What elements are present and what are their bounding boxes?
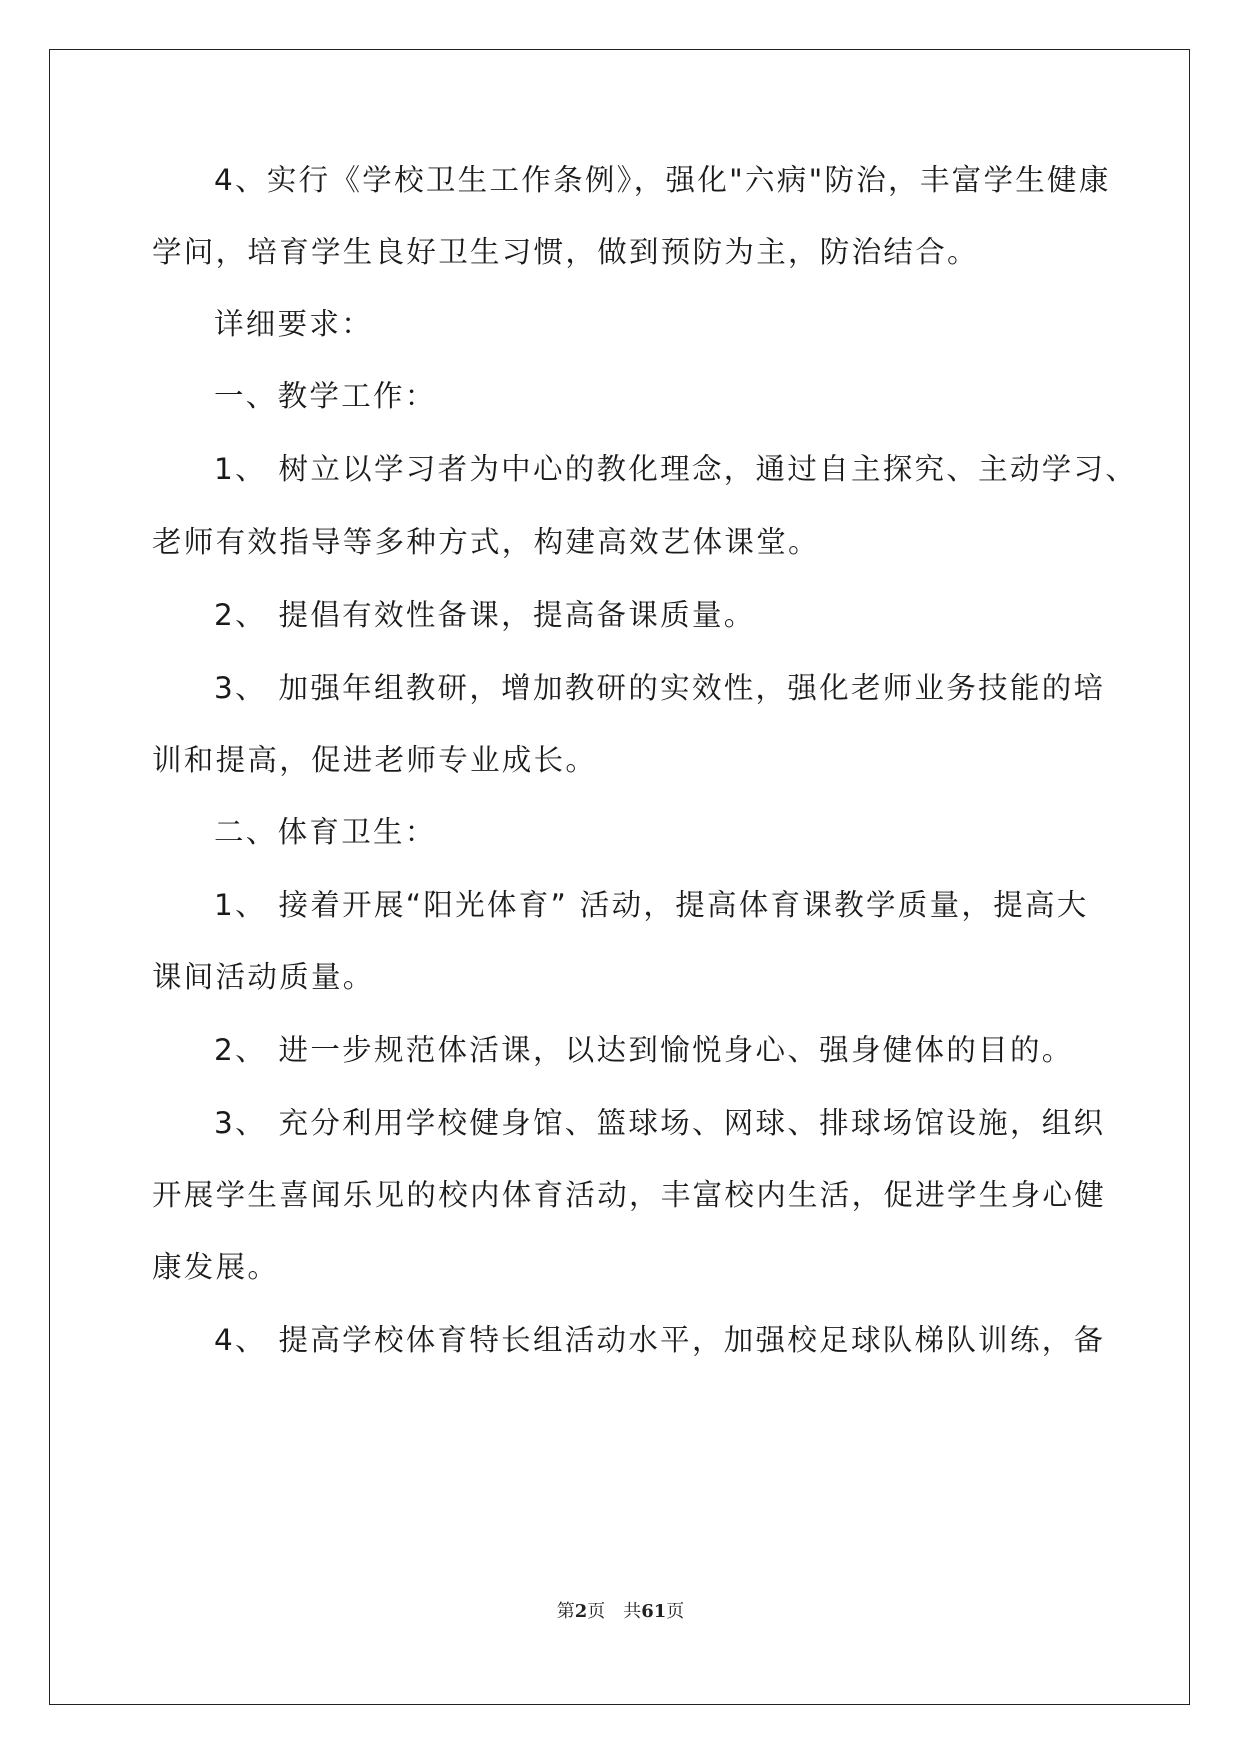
text-line: 4、 提高学校体育特长组活动水平，加强校足球队梯队训练，备 (214, 1323, 1106, 1357)
text-line: 1、 接着开展“阳光体育” 活动，提高体育课教学质量，提高大 (214, 888, 1089, 922)
text-line: 2、 提倡有效性备课，提高备课质量。 (214, 598, 756, 632)
page-border (49, 49, 1190, 1705)
text-line: 学问，培育学生良好卫生习惯，做到预防为主，防治结合。 (152, 235, 979, 269)
section-heading: 二、体育卫生： (214, 815, 437, 849)
text-line: 详细要求： (214, 307, 374, 341)
page-number: 2 (574, 1601, 588, 1622)
text-line: 4、实行《学校卫生工作条例》，强化"六病"防治，丰富学生健康 (214, 163, 1111, 197)
section-heading: 一、教学工作： (214, 379, 437, 413)
page-footer (0, 1600, 1241, 1624)
total-pages: 61 (641, 1601, 667, 1622)
footer-total-prefix: 共 (623, 1601, 642, 1622)
footer-page-prefix: 第 (556, 1601, 575, 1622)
text-line: 老师有效指导等多种方式，构建高效艺体课堂。 (152, 525, 820, 559)
text-line: 1、 树立以学习者为中心的教化理念，通过自主探究、主动学习、 (214, 452, 1138, 486)
text-line: 训和提高，促进老师专业成长。 (152, 743, 598, 777)
text-line: 2、 进一步规范体活课，以达到愉悦身心、强身健体的目的。 (214, 1033, 1074, 1067)
footer-total-suffix: 页 (666, 1601, 685, 1622)
text-line: 课间活动质量。 (152, 960, 375, 994)
footer-page-suffix: 页 (587, 1601, 606, 1622)
text-line: 开展学生喜闻乐见的校内体育活动，丰富校内生活，促进学生身心健 (152, 1178, 1107, 1212)
text-line: 3、 加强年组教研，增加教研的实效性，强化老师业务技能的培 (214, 671, 1106, 705)
text-line: 3、 充分利用学校健身馆、篮球场、网球、排球场馆设施，组织 (214, 1106, 1106, 1140)
text-line: 康发展。 (152, 1250, 280, 1284)
